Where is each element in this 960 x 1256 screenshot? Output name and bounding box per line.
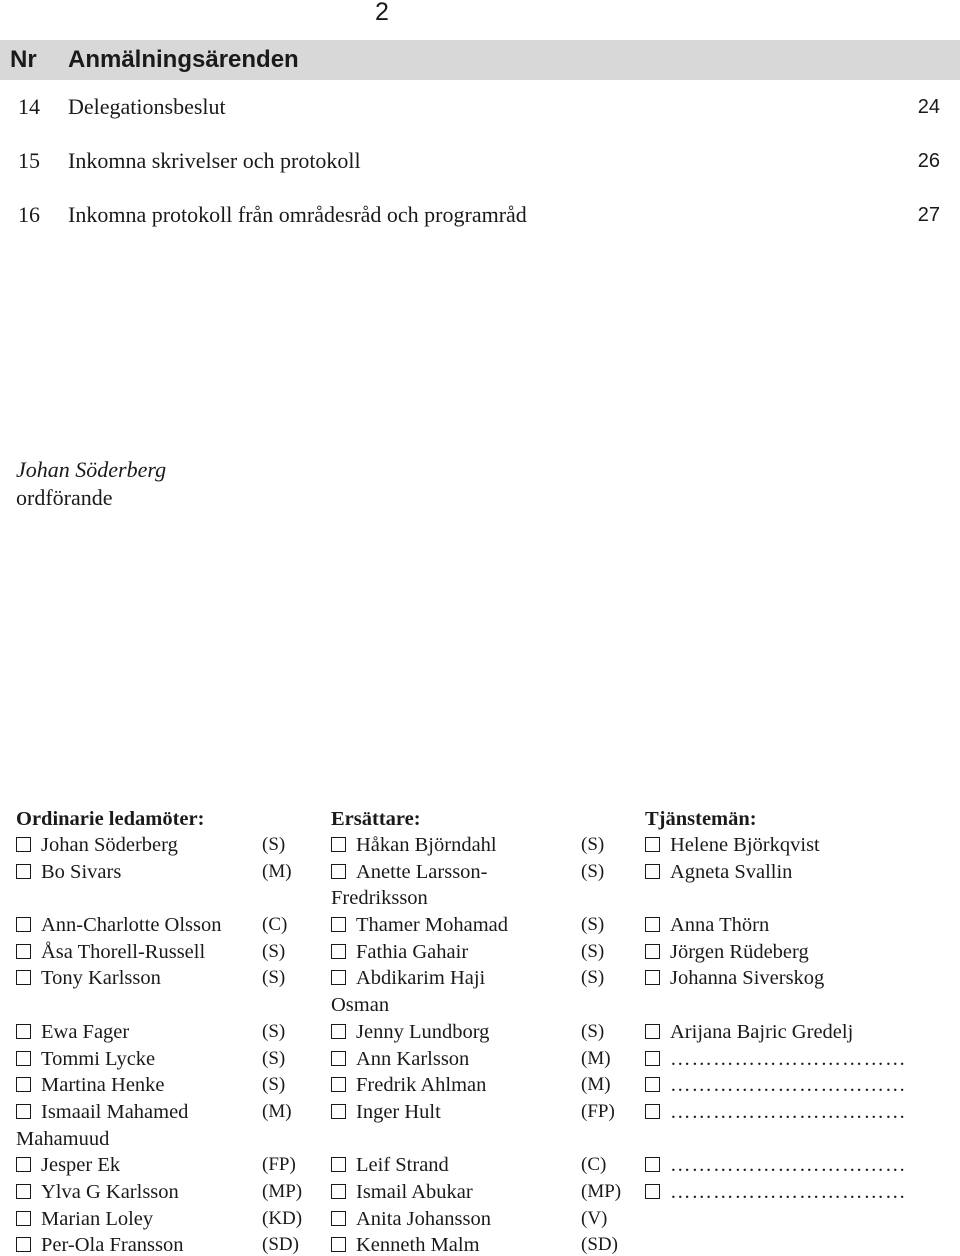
- member-party: (MP): [262, 1180, 303, 1202]
- member-name: Per-Ola Fransson: [41, 1234, 184, 1256]
- list-item: [331, 1019, 631, 1046]
- member-party: (MP): [581, 1180, 622, 1202]
- member-name: Martina Henke: [41, 1074, 165, 1097]
- tjansteman-heading: Tjänstemän:: [645, 808, 757, 830]
- member-party: (SD): [262, 1234, 299, 1256]
- member-party: (S): [581, 834, 605, 855]
- agenda-item-nr: 15: [18, 148, 40, 173]
- member-party: (S): [581, 914, 605, 936]
- checkbox-icon[interactable]: [16, 1024, 31, 1039]
- member-name: Fathia Gahair: [356, 940, 469, 963]
- staff-name: Johanna Siverskog: [670, 967, 825, 990]
- checkbox-icon[interactable]: [16, 1184, 31, 1199]
- checkbox-icon[interactable]: [16, 837, 31, 852]
- member-name: Ylva G Karlsson: [41, 1180, 179, 1203]
- member-party: (C): [262, 914, 288, 936]
- checkbox-icon[interactable]: [331, 1104, 346, 1119]
- list-item: [331, 1206, 631, 1233]
- list-item: [331, 912, 631, 939]
- member-party: (S): [262, 1074, 286, 1096]
- checkbox-icon[interactable]: [645, 1157, 660, 1172]
- agenda-item-title: Inkomna protokoll från områdesråd och programråd: [68, 202, 527, 227]
- member-party: (FP): [581, 1100, 615, 1122]
- chair-signature: [16, 456, 166, 512]
- list-item: [645, 1179, 945, 1206]
- list-item: [16, 1206, 316, 1233]
- member-name: Abdikarim Haji: [356, 967, 486, 990]
- checkbox-icon[interactable]: [331, 944, 346, 959]
- staff-blank-line[interactable]: ……………………………: [670, 1180, 907, 1203]
- member-name: Åsa Thorell-Russell: [41, 940, 206, 963]
- checkbox-icon[interactable]: [16, 1237, 31, 1252]
- member-name: Tommi Lycke: [41, 1047, 156, 1070]
- member-name: Leif Strand: [356, 1154, 449, 1177]
- list-item: [16, 939, 316, 966]
- member-party: (S): [581, 860, 605, 882]
- checkbox-icon[interactable]: [645, 1051, 660, 1066]
- list-item: [16, 1099, 316, 1152]
- list-item: [16, 1046, 316, 1073]
- checkbox-icon[interactable]: [16, 1157, 31, 1172]
- page-number: 2: [375, 0, 389, 26]
- staff-name: Anna Thörn: [670, 914, 770, 937]
- agenda-item-nr: 14: [18, 94, 40, 119]
- member-party: (SD): [581, 1234, 618, 1256]
- member-party: (M): [581, 1047, 611, 1069]
- agenda-item-title: Inkomna skrivelser och protokoll: [68, 148, 361, 173]
- ersattare-heading: Ersättare:: [331, 808, 421, 830]
- member-name: Jesper Ek: [41, 1154, 121, 1177]
- list-item: [645, 1072, 945, 1099]
- agenda-header-title: Anmälningsärenden: [68, 46, 299, 73]
- member-party: (V): [581, 1207, 608, 1229]
- checkbox-icon[interactable]: [331, 837, 346, 852]
- list-item: [16, 912, 316, 939]
- member-party: (S): [581, 940, 605, 962]
- checkbox-icon[interactable]: [645, 1104, 660, 1119]
- list-item: [645, 1019, 945, 1046]
- member-name: Ann-Charlotte Olsson: [41, 914, 222, 937]
- list-item: [16, 1232, 316, 1256]
- checkbox-icon[interactable]: [645, 1024, 660, 1039]
- member-party: (S): [581, 967, 605, 989]
- checkbox-icon[interactable]: [331, 1184, 346, 1199]
- member-name-continued: Osman: [331, 994, 390, 1017]
- list-item: [645, 965, 945, 992]
- member-party: (M): [262, 860, 292, 882]
- staff-blank-line[interactable]: ……………………………: [670, 1100, 907, 1123]
- checkbox-icon[interactable]: [331, 1077, 346, 1092]
- chair-role: ordförande: [16, 485, 113, 510]
- list-item: [645, 939, 945, 966]
- list-item: [331, 1099, 631, 1126]
- list-item: [331, 939, 631, 966]
- member-name: Håkan Björndahl: [356, 834, 497, 856]
- list-item: [645, 859, 945, 886]
- checkbox-icon[interactable]: [645, 837, 660, 852]
- checkbox-icon[interactable]: [645, 944, 660, 959]
- checkbox-icon[interactable]: [331, 1211, 346, 1226]
- list-item: [331, 1179, 631, 1206]
- checkbox-icon[interactable]: [16, 970, 31, 985]
- member-party: (KD): [262, 1207, 303, 1229]
- member-party: (M): [581, 1074, 611, 1096]
- member-party: (FP): [262, 1154, 296, 1176]
- list-item: [16, 832, 316, 859]
- member-name: Thamer Mohamad: [356, 914, 508, 937]
- checkbox-icon[interactable]: [16, 1104, 31, 1119]
- checkbox-icon[interactable]: [645, 970, 660, 985]
- checkbox-icon[interactable]: [645, 1077, 660, 1092]
- checkbox-icon[interactable]: [645, 864, 660, 879]
- member-name: Tony Karlsson: [41, 967, 161, 990]
- staff-name: Helene Björkqvist: [670, 834, 820, 856]
- checkbox-icon[interactable]: [16, 917, 31, 932]
- list-item: [16, 859, 316, 886]
- list-item: [16, 1152, 316, 1179]
- agenda-item-page: 26: [917, 150, 940, 172]
- staff-blank-line[interactable]: ……………………………: [670, 1047, 907, 1070]
- member-party: (M): [262, 1100, 292, 1122]
- member-name: Ann Karlsson: [356, 1047, 470, 1070]
- agenda-item-title: Delegationsbeslut: [68, 94, 226, 119]
- staff-name: Agneta Svallin: [670, 860, 793, 883]
- list-item: [645, 1099, 945, 1126]
- ersattare-column: [331, 806, 631, 1256]
- checkbox-icon[interactable]: [16, 864, 31, 879]
- member-name: Marian Loley: [41, 1207, 154, 1230]
- member-party: (S): [262, 1047, 286, 1069]
- list-item: [645, 912, 945, 939]
- list-item: [16, 1019, 316, 1046]
- member-name: Anita Johansson: [356, 1207, 491, 1230]
- member-name: Kenneth Malm: [356, 1234, 480, 1256]
- agenda-header: [0, 40, 960, 80]
- list-item: [16, 965, 316, 992]
- member-name: Ismail Abukar: [356, 1180, 473, 1203]
- tjansteman-column: [645, 806, 945, 1206]
- staff-blank-line[interactable]: ……………………………: [670, 1074, 907, 1097]
- list-item: [331, 1046, 631, 1073]
- checkbox-icon[interactable]: [331, 1237, 346, 1252]
- agenda-header-nr: Nr: [10, 46, 37, 73]
- checkbox-icon[interactable]: [331, 970, 346, 985]
- member-party: (S): [262, 967, 286, 989]
- list-item: [645, 832, 945, 859]
- checkbox-icon[interactable]: [16, 1211, 31, 1226]
- list-item: [16, 1179, 316, 1206]
- list-item: [331, 859, 631, 912]
- list-item: [331, 1152, 631, 1179]
- agenda-item-page: 27: [917, 204, 940, 226]
- list-item: [331, 832, 631, 859]
- member-name-continued: Mahamuud: [16, 1127, 110, 1150]
- list-item: [645, 1046, 945, 1073]
- staff-name: Arijana Bajric Gredelj: [670, 1020, 854, 1043]
- member-party: (S): [262, 834, 286, 855]
- staff-name: Jörgen Rüdeberg: [670, 940, 809, 963]
- list-item: [331, 1232, 631, 1256]
- member-name: Jenny Lundborg: [356, 1020, 490, 1043]
- member-party: (C): [581, 1154, 607, 1176]
- staff-blank-line[interactable]: ……………………………: [670, 1154, 907, 1177]
- ordinarie-heading: Ordinarie ledamöter:: [16, 808, 205, 830]
- list-item: [645, 1152, 945, 1179]
- checkbox-icon[interactable]: [331, 1024, 346, 1039]
- checkbox-icon[interactable]: [331, 1157, 346, 1172]
- list-item: [331, 965, 631, 1018]
- chair-name: Johan Söderberg: [16, 457, 167, 482]
- agenda-item-page: 24: [917, 96, 940, 118]
- checkbox-icon[interactable]: [331, 917, 346, 932]
- member-name: Johan Söderberg: [41, 834, 178, 856]
- list-item: [16, 1072, 316, 1099]
- member-name: Fredrik Ahlman: [356, 1074, 487, 1097]
- member-party: (S): [262, 940, 286, 962]
- member-name: Bo Sivars: [41, 860, 122, 883]
- checkbox-icon[interactable]: [16, 944, 31, 959]
- list-item: [331, 1072, 631, 1099]
- member-name: Ismaail Mahamed: [41, 1100, 189, 1123]
- checkbox-icon[interactable]: [331, 1051, 346, 1066]
- agenda-item-nr: 16: [18, 202, 40, 227]
- member-party: (S): [581, 1020, 605, 1042]
- member-name: Anette Larsson-: [356, 860, 488, 883]
- member-name: Ewa Fager: [41, 1020, 130, 1043]
- checkbox-icon[interactable]: [16, 1051, 31, 1066]
- checkbox-icon[interactable]: [645, 1184, 660, 1199]
- member-name-continued: Fredriksson: [331, 887, 428, 910]
- member-name: Inger Hult: [356, 1100, 441, 1123]
- ordinarie-column: [16, 806, 316, 1256]
- member-party: (S): [262, 1020, 286, 1042]
- checkbox-icon[interactable]: [645, 917, 660, 932]
- agenda-item: [0, 148, 960, 178]
- checkbox-icon[interactable]: [16, 1077, 31, 1092]
- agenda-item: [0, 94, 960, 124]
- agenda-item: [0, 202, 960, 232]
- checkbox-icon[interactable]: [331, 864, 346, 879]
